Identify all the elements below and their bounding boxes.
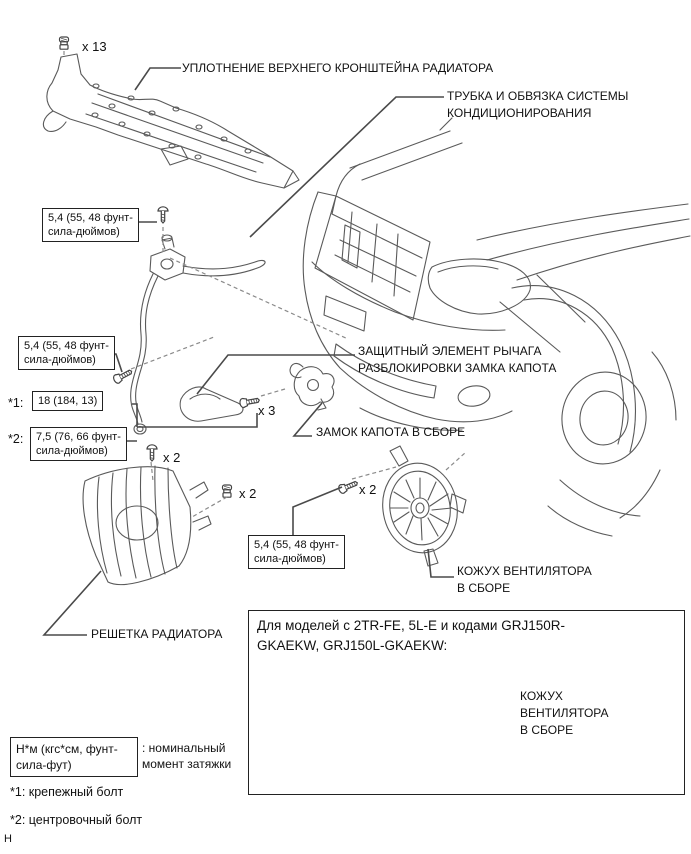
label-fan-shroud: КОЖУХ ВЕНТИЛЯТОРА В СБОРЕ [457, 564, 592, 595]
grille-drawing [83, 466, 211, 585]
label-radiator-grille: РЕШЕТКА РАДИАТОРА [91, 627, 223, 641]
page-corner-mark: Н [4, 833, 12, 845]
screw-icon [147, 445, 157, 461]
torque-box-set-bolt: 18 (184, 13) [32, 391, 103, 411]
label-radiator-seal: УПЛОТНЕНИЕ ВЕРХНЕГО КРОНШТЕЙНА РАДИАТОРА [182, 61, 494, 75]
lock-bolt-count: x 3 [258, 403, 276, 418]
torque-box-center-bolt: 7,5 (76, 66 фунт- сила-дюймов) [30, 427, 127, 461]
clip-icon [60, 37, 69, 49]
torque-unit-box: Н*м (кгс*см, фунт- сила-фут) [10, 737, 138, 777]
bolt-icon [112, 367, 133, 384]
lock-protector-drawing [180, 387, 243, 421]
fan-bolt-count: x 2 [359, 482, 377, 497]
star2-prefix: *2: [8, 432, 24, 446]
label-hood-lock: ЗАМОК КАПОТА В СБОРЕ [316, 425, 466, 439]
grille-screw-count: x 2 [163, 450, 181, 465]
star1-prefix: *1: [8, 396, 24, 410]
bolt-icon [239, 396, 260, 408]
hood-lock-drawing [290, 363, 334, 410]
model-variant-box [248, 610, 685, 795]
clip-icon [223, 485, 232, 497]
model-variant-text: Для моделей с 2TR-FE, 5L-E и кодами GRJ150R- GKAEKW, GRJ150L-GKAEKW: [257, 618, 565, 653]
label-ac-tube: ТРУБКА И ОБВЯЗКА СИСТЕМЫ КОНДИЦИОНИРОВАНИЯ [447, 89, 629, 120]
bolt-icon [338, 479, 359, 495]
torque-unit-meaning: : номинальный момент затяжки [142, 741, 232, 771]
bolt-icon [158, 207, 168, 223]
torque-box-ac-upper: 5,4 (55, 48 фунт- сила-дюймов) [42, 208, 139, 242]
note-set-bolt: *1: крепежный болт [10, 785, 124, 799]
torque-box-fan: 5,4 (55, 48 фунт- сила-дюймов) [248, 535, 345, 569]
torque-box-ac-lower: 5,4 (55, 48 фунт- сила-дюймов) [18, 336, 115, 370]
label-lock-protector: ЗАЩИТНЫЙ ЭЛЕМЕНТ РЫЧАГА РАЗБЛОКИРОВКИ ЗАМКА КАПОТА [358, 344, 557, 375]
grille-clip-count: x 2 [239, 486, 257, 501]
clip-count: x 13 [82, 39, 107, 54]
note-center-bolt: *2: центровочный болт [10, 813, 143, 827]
vehicle-front-drawing [303, 118, 690, 536]
label-fan-shroud-small: КОЖУХ ВЕНТИЛЯТОРА В СБОРЕ [520, 689, 609, 737]
